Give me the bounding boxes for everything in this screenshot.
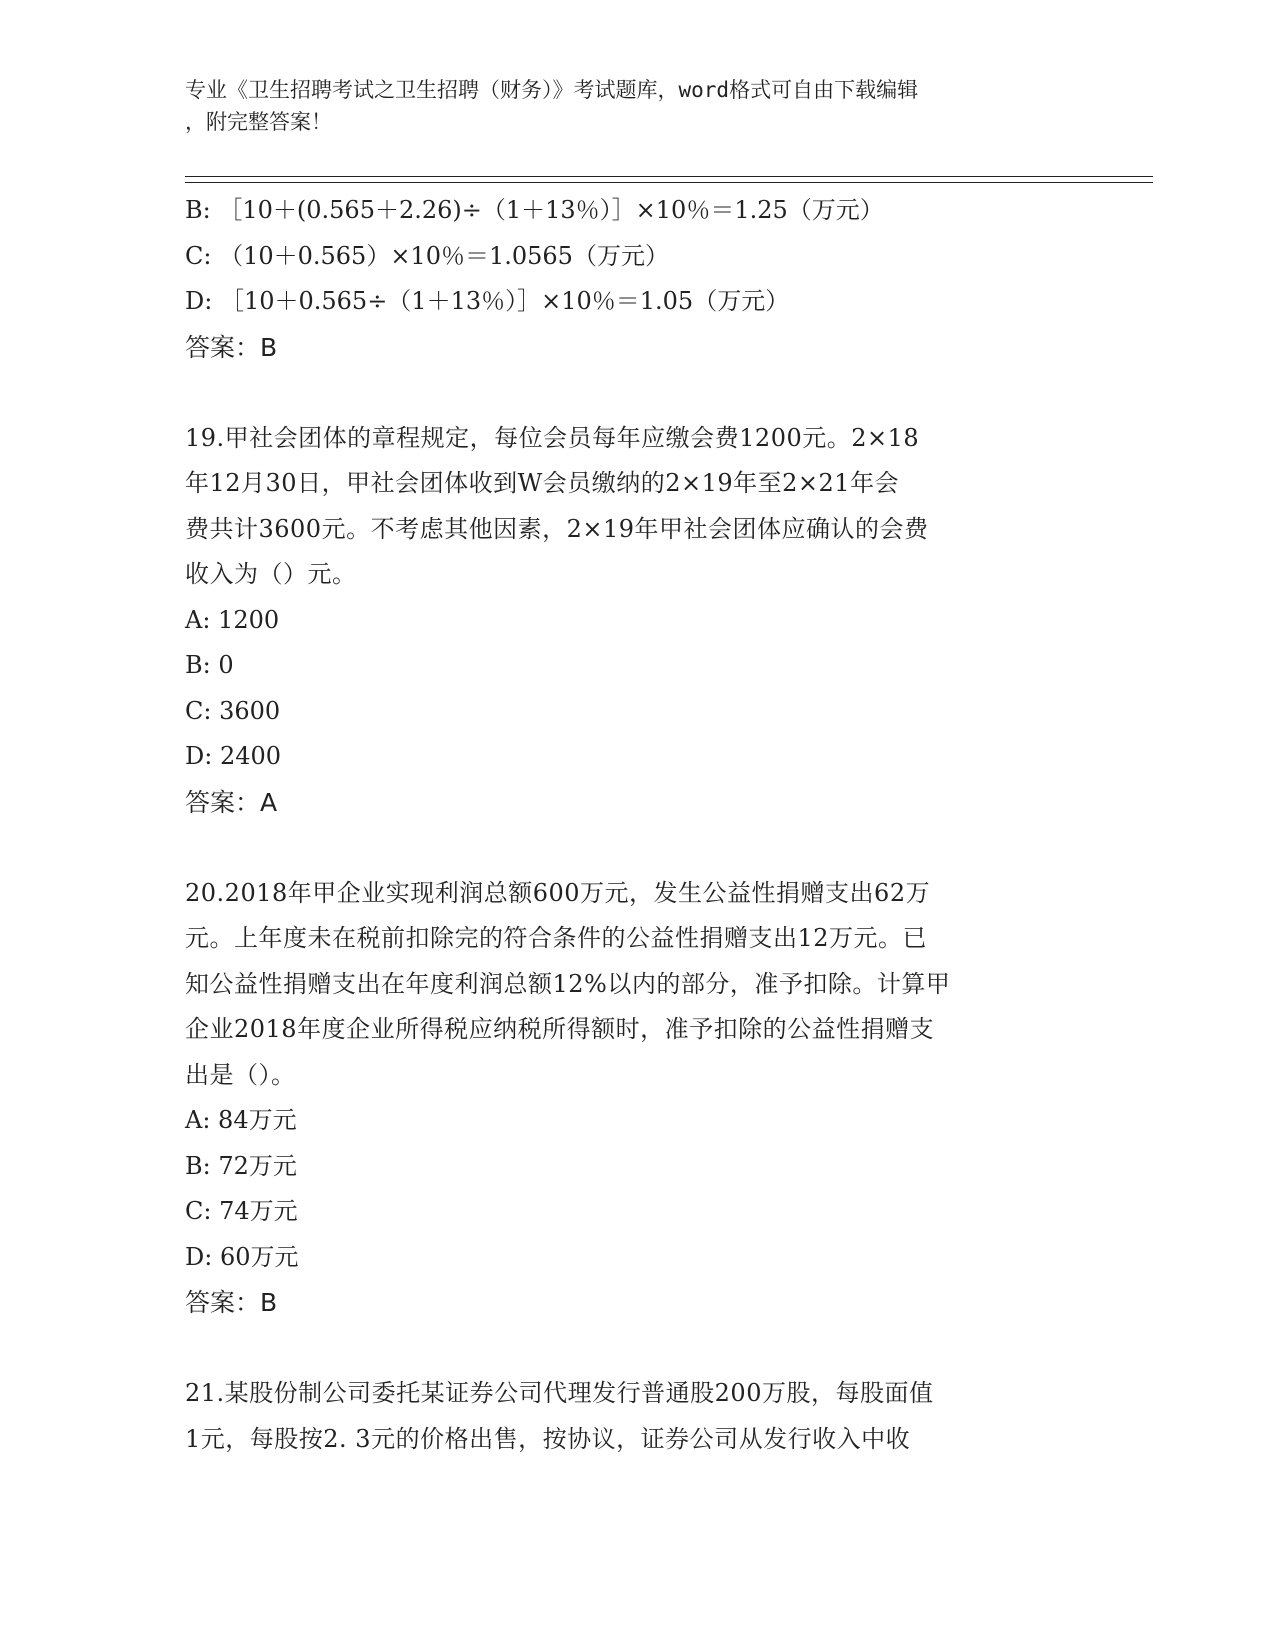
option-d: D: 60万元 <box>185 1242 299 1271</box>
question-text-line: 出是（）。 <box>185 1060 296 1089</box>
question-text-line: 20.2018年甲企业实现利润总额600万元，发生公益性捐赠支出62万 <box>185 878 931 907</box>
question-text <box>185 871 1085 1099</box>
header-line-2: ，附完整答案！ <box>185 110 332 134</box>
option-b: B: 72万元 <box>185 1151 297 1180</box>
question-18 <box>185 188 1085 370</box>
question-19 <box>185 416 1085 826</box>
header-divider-bottom <box>185 182 1153 183</box>
question-text-line: 19.甲社会团体的章程规定，每位会员每年应缴会费1200元。2×18 <box>185 423 920 452</box>
question-text-line: 年12月30日，甲社会团体收到W会员缴纳的2×19年至2×21年会 <box>185 469 900 497</box>
option-c: C: 74万元 <box>185 1197 298 1225</box>
header-divider-top <box>185 176 1153 177</box>
option-c: C: （10＋0.565）×10％＝1.0565（万元） <box>185 241 669 270</box>
question-text <box>185 1371 1085 1462</box>
question-list <box>185 188 1085 1462</box>
option-b: B: 0 <box>185 651 234 679</box>
question-text-line: 企业2018年度企业所得税应纳税所得额时，准予扣除的公益性捐赠支 <box>185 1015 935 1043</box>
question-text-line: 1元，每股按2. 3元的价格出售，按协议，证券公司从发行收入中收 <box>185 1424 911 1453</box>
answer-label: 答案：B <box>185 1288 278 1317</box>
answer-label: 答案：B <box>185 332 278 362</box>
question-text-line: 21.某股份制公司委托某证券公司代理发行普通股200万股，每股面值 <box>185 1379 934 1407</box>
question-text-line: 元。上年度未在税前扣除完的符合条件的公益性捐赠支出12万元。已 <box>185 924 928 952</box>
option-a: A: 1200 <box>185 605 280 634</box>
answer-label: 答案：A <box>185 787 278 817</box>
document-header <box>185 74 1065 138</box>
spacer <box>185 1326 1085 1372</box>
question-21 <box>185 1371 1085 1462</box>
option-d: D: 2400 <box>185 742 282 770</box>
spacer <box>185 825 1085 871</box>
option-a: A: 84万元 <box>185 1106 297 1134</box>
option-d: D: ［10＋0.565÷（1＋13％）］×10％＝1.05（万元） <box>185 287 790 315</box>
question-text-line: 收入为（）元。 <box>185 560 357 588</box>
question-20 <box>185 871 1085 1326</box>
option-c: C: 3600 <box>185 696 281 725</box>
question-text <box>185 416 1085 598</box>
question-text-line: 知公益性捐赠支出在年度利润总额12%以内的部分，准予扣除。计算甲 <box>185 969 951 998</box>
option-b: B: ［10＋(0.565＋2.26)÷（1＋13％）］×10％＝1.25（万元） <box>185 196 884 224</box>
question-text-line: 费共计3600元。不考虑其他因素，2×19年甲社会团体应确认的会费 <box>185 514 929 543</box>
spacer <box>185 370 1085 416</box>
header-line-1: 专业《卫生招聘考试之卫生招聘（财务）》考试题库，word格式可自由下载编辑 <box>185 78 919 102</box>
